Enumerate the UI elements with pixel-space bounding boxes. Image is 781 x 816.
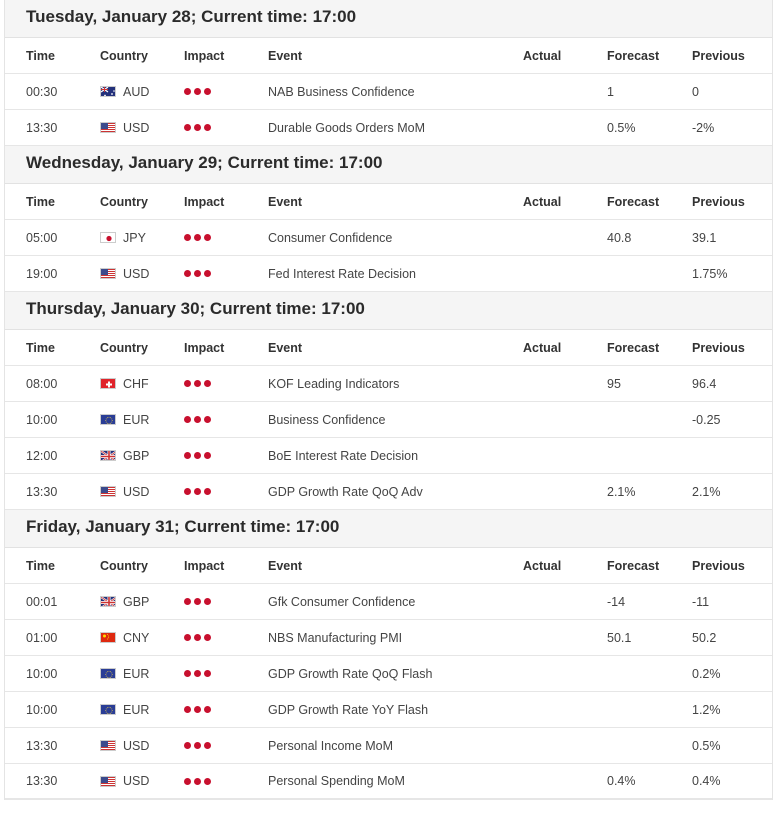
forecast-value: 0.4% <box>607 774 636 788</box>
previous-value: 0.2% <box>692 666 721 681</box>
impact-indicator <box>184 742 268 749</box>
event-name[interactable]: Fed Interest Rate Decision <box>268 266 416 281</box>
jp-flag-icon <box>100 232 116 243</box>
currency-code: EUR <box>123 666 150 681</box>
event-name[interactable]: Personal Income MoM <box>268 738 394 753</box>
currency-code: USD <box>123 484 150 499</box>
eu-flag-icon <box>100 414 116 425</box>
column-header-event: Event <box>268 340 303 355</box>
forecast-value: -14 <box>607 594 626 609</box>
forecast-value: 0.5% <box>607 120 636 135</box>
impact-dot-icon <box>184 452 191 459</box>
column-header-forecast: Forecast <box>607 194 660 209</box>
impact-dot-icon <box>184 778 191 785</box>
event-name[interactable]: Consumer Confidence <box>268 230 393 245</box>
day-title: Tuesday, January 28; Current time: 17:00 <box>5 0 772 38</box>
us-flag-icon <box>100 122 116 133</box>
impact-dot-icon <box>194 380 201 387</box>
column-header-previous: Previous <box>692 558 745 573</box>
event-name[interactable]: GDP Growth Rate QoQ Flash <box>268 666 433 681</box>
column-header-time: Time <box>26 340 55 355</box>
impact-indicator <box>184 88 268 95</box>
currency-code: EUR <box>123 412 150 427</box>
column-header-previous: Previous <box>692 340 745 355</box>
column-header-event: Event <box>268 48 303 63</box>
impact-indicator <box>184 416 268 423</box>
previous-value: 0 <box>692 84 699 99</box>
table-row[interactable] <box>5 584 772 620</box>
column-header-impact: Impact <box>184 194 225 209</box>
impact-indicator <box>184 634 268 641</box>
impact-dot-icon <box>204 88 211 95</box>
impact-indicator <box>184 452 268 459</box>
eu-flag-icon <box>100 668 116 679</box>
currency-code: EUR <box>123 702 150 717</box>
us-flag-icon <box>100 268 116 279</box>
event-name[interactable]: GDP Growth Rate QoQ Adv <box>268 484 423 499</box>
table-row[interactable] <box>5 656 772 692</box>
impact-dot-icon <box>184 488 191 495</box>
event-name[interactable]: GDP Growth Rate YoY Flash <box>268 702 429 717</box>
currency-code: CHF <box>123 376 149 391</box>
previous-value: 96.4 <box>692 376 717 391</box>
column-header-previous: Previous <box>692 194 745 209</box>
cn-flag-icon <box>100 632 116 643</box>
previous-value: 2.1% <box>692 484 721 499</box>
table-header <box>5 548 772 584</box>
column-header-country: Country <box>100 340 148 355</box>
day-section <box>4 146 773 292</box>
us-flag-icon <box>100 486 116 497</box>
impact-dot-icon <box>194 634 201 641</box>
column-header-forecast: Forecast <box>607 558 660 573</box>
economic-calendar <box>4 0 773 800</box>
event-time: 05:00 <box>26 230 58 245</box>
impact-indicator <box>184 124 268 131</box>
impact-dot-icon <box>194 670 201 677</box>
column-header-actual: Actual <box>523 48 562 63</box>
impact-dot-icon <box>194 706 201 713</box>
impact-indicator <box>184 488 268 495</box>
event-time: 00:30 <box>26 84 58 99</box>
event-name[interactable]: Personal Spending MoM <box>268 774 405 788</box>
table-row[interactable] <box>5 220 772 256</box>
impact-dot-icon <box>194 778 201 785</box>
event-time: 13:30 <box>26 120 58 135</box>
country-cell <box>100 121 184 135</box>
column-header-actual: Actual <box>523 340 562 355</box>
country-cell <box>100 85 184 99</box>
impact-dot-icon <box>184 270 191 277</box>
table-row[interactable] <box>5 620 772 656</box>
currency-code: USD <box>123 738 150 753</box>
table-row[interactable] <box>5 438 772 474</box>
forecast-value: 2.1% <box>607 484 636 499</box>
impact-dot-icon <box>194 598 201 605</box>
impact-dot-icon <box>184 742 191 749</box>
table-row[interactable] <box>5 402 772 438</box>
event-name[interactable]: BoE Interest Rate Decision <box>268 448 419 463</box>
country-cell <box>100 774 184 788</box>
impact-dot-icon <box>204 452 211 459</box>
previous-value: -11 <box>692 594 710 609</box>
impact-dot-icon <box>184 634 191 641</box>
day-title: Thursday, January 30; Current time: 17:00 <box>5 292 772 330</box>
table-header <box>5 330 772 366</box>
impact-dot-icon <box>204 380 211 387</box>
previous-value: 50.2 <box>692 630 717 645</box>
gb-flag-icon <box>100 596 116 607</box>
table-row[interactable] <box>5 728 772 764</box>
event-time: 10:00 <box>26 412 58 427</box>
ch-flag-icon <box>100 378 116 389</box>
impact-dot-icon <box>204 742 211 749</box>
currency-code: GBP <box>123 448 150 463</box>
impact-dot-icon <box>194 270 201 277</box>
impact-dot-icon <box>184 706 191 713</box>
currency-code: USD <box>123 774 150 788</box>
column-header-time: Time <box>26 48 55 63</box>
table-row[interactable] <box>5 366 772 402</box>
previous-value: 39.1 <box>692 230 717 245</box>
column-header-country: Country <box>100 194 148 209</box>
table-row[interactable] <box>5 74 772 110</box>
column-header-actual: Actual <box>523 194 562 209</box>
column-header-actual: Actual <box>523 558 562 573</box>
event-time: 19:00 <box>26 266 58 281</box>
day-title: Friday, January 31; Current time: 17:00 <box>5 510 772 548</box>
column-header-event: Event <box>268 194 303 209</box>
column-header-previous: Previous <box>692 48 745 63</box>
table-row[interactable] <box>5 474 772 510</box>
event-name[interactable]: Gfk Consumer Confidence <box>268 594 416 609</box>
impact-dot-icon <box>184 380 191 387</box>
column-header-time: Time <box>26 558 55 573</box>
impact-dot-icon <box>194 88 201 95</box>
day-section <box>4 510 773 800</box>
event-time: 13:30 <box>26 484 58 499</box>
us-flag-icon <box>100 776 116 787</box>
forecast-value: 1 <box>607 84 614 99</box>
table-row[interactable] <box>5 692 772 728</box>
impact-dot-icon <box>204 234 211 241</box>
column-header-event: Event <box>268 558 303 573</box>
previous-value: -2% <box>692 120 715 135</box>
currency-code: CNY <box>123 630 150 645</box>
country-cell <box>100 703 184 717</box>
currency-code: USD <box>123 120 150 135</box>
country-cell <box>100 595 184 609</box>
impact-dot-icon <box>204 598 211 605</box>
impact-dot-icon <box>194 124 201 131</box>
impact-dot-icon <box>204 488 211 495</box>
au-flag-icon <box>100 86 116 97</box>
table-header <box>5 184 772 220</box>
country-cell <box>100 231 184 245</box>
column-header-forecast: Forecast <box>607 48 660 63</box>
us-flag-icon <box>100 740 116 751</box>
impact-indicator <box>184 706 268 713</box>
impact-dot-icon <box>204 670 211 677</box>
impact-dot-icon <box>204 706 211 713</box>
event-time: 13:30 <box>26 774 58 788</box>
impact-indicator <box>184 234 268 241</box>
event-name[interactable]: Business Confidence <box>268 412 386 427</box>
column-header-country: Country <box>100 48 148 63</box>
impact-dot-icon <box>184 670 191 677</box>
forecast-value: 40.8 <box>607 230 632 245</box>
column-header-time: Time <box>26 194 55 209</box>
impact-dot-icon <box>184 88 191 95</box>
event-time: 10:00 <box>26 666 58 681</box>
previous-value: 0.5% <box>692 738 721 753</box>
table-row[interactable] <box>5 110 772 146</box>
country-cell <box>100 631 184 645</box>
impact-indicator <box>184 380 268 387</box>
impact-dot-icon <box>194 452 201 459</box>
day-section <box>4 292 773 510</box>
forecast-value: 50.1 <box>607 630 632 645</box>
day-title: Wednesday, January 29; Current time: 17:00 <box>5 146 772 184</box>
column-header-impact: Impact <box>184 340 225 355</box>
impact-dot-icon <box>184 124 191 131</box>
country-cell <box>100 449 184 463</box>
gb-flag-icon <box>100 450 116 461</box>
currency-code: GBP <box>123 594 150 609</box>
event-name[interactable]: KOF Leading Indicators <box>268 376 400 391</box>
impact-dot-icon <box>194 234 201 241</box>
impact-indicator <box>184 778 268 785</box>
impact-dot-icon <box>194 488 201 495</box>
event-time: 10:00 <box>26 702 58 717</box>
country-cell <box>100 413 184 427</box>
currency-code: JPY <box>123 230 146 245</box>
previous-value: 1.75% <box>692 266 728 281</box>
impact-dot-icon <box>204 124 211 131</box>
column-header-impact: Impact <box>184 558 225 573</box>
impact-indicator <box>184 270 268 277</box>
impact-indicator <box>184 598 268 605</box>
impact-indicator <box>184 670 268 677</box>
event-name[interactable]: NAB Business Confidence <box>268 84 415 99</box>
previous-value: -0.25 <box>692 412 721 427</box>
currency-code: AUD <box>123 84 150 99</box>
table-row[interactable] <box>5 764 772 800</box>
eu-flag-icon <box>100 704 116 715</box>
event-time: 00:01 <box>26 594 58 609</box>
forecast-value: 95 <box>607 376 621 391</box>
impact-dot-icon <box>184 416 191 423</box>
column-header-impact: Impact <box>184 48 225 63</box>
impact-dot-icon <box>204 778 211 785</box>
currency-code: USD <box>123 266 150 281</box>
event-time: 08:00 <box>26 376 58 391</box>
event-time: 01:00 <box>26 630 58 645</box>
table-header <box>5 38 772 74</box>
impact-dot-icon <box>204 270 211 277</box>
column-header-country: Country <box>100 558 148 573</box>
country-cell <box>100 267 184 281</box>
previous-value: 1.2% <box>692 702 721 717</box>
impact-dot-icon <box>184 598 191 605</box>
event-time: 13:30 <box>26 738 58 753</box>
event-name[interactable]: NBS Manufacturing PMI <box>268 630 403 645</box>
country-cell <box>100 739 184 753</box>
impact-dot-icon <box>194 742 201 749</box>
day-section <box>4 0 773 146</box>
table-row[interactable] <box>5 256 772 292</box>
previous-value: 0.4% <box>692 774 721 788</box>
country-cell <box>100 377 184 391</box>
event-name[interactable]: Durable Goods Orders MoM <box>268 120 426 135</box>
country-cell <box>100 485 184 499</box>
impact-dot-icon <box>204 416 211 423</box>
event-time: 12:00 <box>26 448 58 463</box>
impact-dot-icon <box>194 416 201 423</box>
column-header-forecast: Forecast <box>607 340 660 355</box>
country-cell <box>100 667 184 681</box>
impact-dot-icon <box>184 234 191 241</box>
impact-dot-icon <box>204 634 211 641</box>
